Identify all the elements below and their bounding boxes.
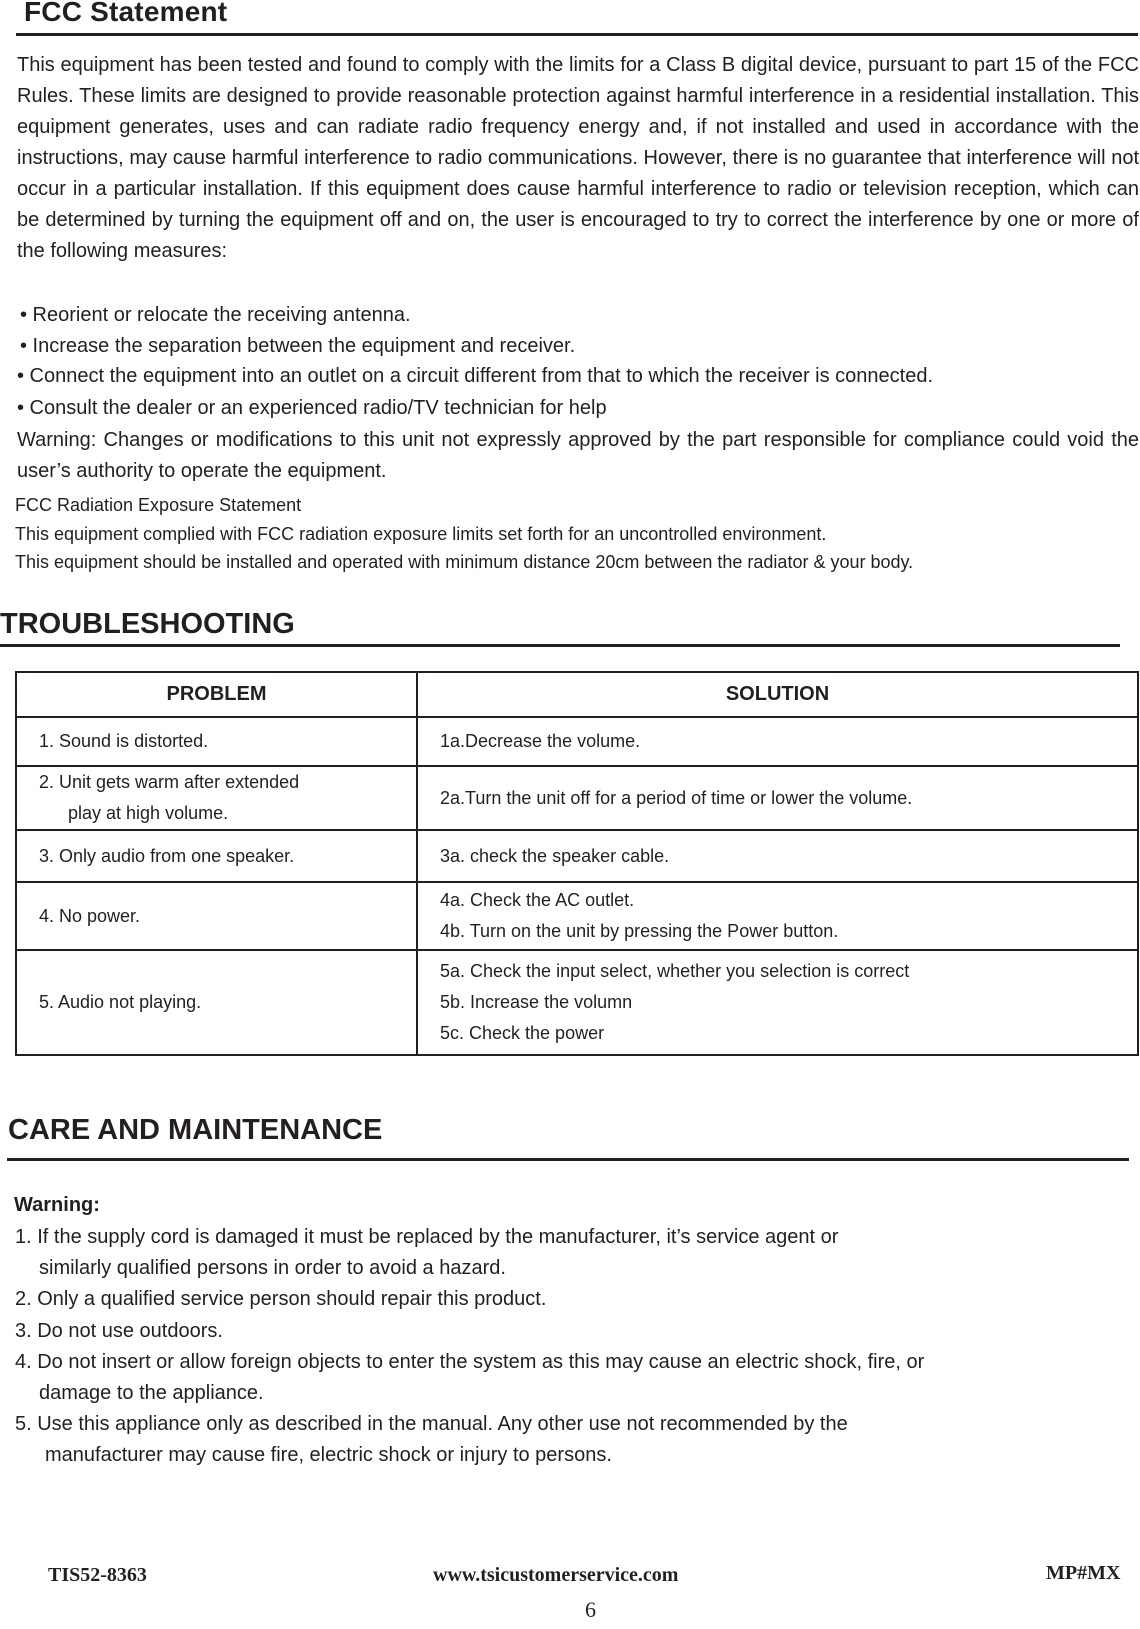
problem-text: play at high volume. xyxy=(68,803,229,823)
solution-cell xyxy=(417,882,1138,950)
problem-text: 1. Sound is distorted. xyxy=(39,731,209,751)
problem-cell xyxy=(16,717,417,766)
fcc-paragraph: This equipment has been tested and found to comply with the limits for a Class B digital device, pursuant to part 15 of the FCC Rules. These limits are designed to provide reasonable protection against harmful interference in a residential installation. This equipment generates, uses and can radiate radio frequency energy and, if not installed and used in accordance with the instructions, may cause harmful interference to radio communications. However, there is no guarantee that interference will not occur in a particular installation. If this equipment does cause harmful interference to radio or television reception, which can be determined by turning the equipment off and on, the user is encouraged to try to correct the interference by one or more of the following measures: xyxy=(17,54,1139,262)
care-warning-label: Warning: xyxy=(14,1194,100,1216)
care-item-4: 4. Do not insert or allow foreign objects to enter the system as this may cause an electric shock, fire, or xyxy=(15,1351,925,1373)
problem-text: 2. Unit gets warm after extended xyxy=(39,772,300,792)
fcc-warning: Warning: Changes or modifications to this unit not expressly approved by the part responsible for compliance could void the user’s authority to operate the equipment. xyxy=(17,429,1139,482)
troubleshooting-table xyxy=(15,671,1139,1056)
fcc-measure-2: • Increase the separation between the equipment and receiver. xyxy=(20,335,576,357)
radiation-exposure-line-1: This equipment complied with FCC radiation exposure limits set forth for an uncontrolled environment. xyxy=(15,524,827,544)
footer-code: MP#MX xyxy=(1046,1562,1121,1584)
solution-column-header: SOLUTION xyxy=(417,672,1138,717)
radiation-exposure-title: FCC Radiation Exposure Statement xyxy=(15,495,302,515)
care-heading-rule xyxy=(7,1158,1129,1161)
fcc-measure-4: • Consult the dealer or an experienced radio/TV technician for help xyxy=(17,397,607,419)
footer-website: www.tsicustomerservice.com xyxy=(433,1564,679,1586)
table-row xyxy=(16,766,1138,830)
care-maintenance-heading: CARE AND MAINTENANCE xyxy=(8,1114,383,1146)
care-item-2: 2. Only a qualified service person should repair this product. xyxy=(15,1288,547,1310)
problem-text: 5. Audio not playing. xyxy=(39,992,202,1012)
page-number: 6 xyxy=(585,1597,596,1622)
problem-cell xyxy=(16,882,417,950)
solution-cell xyxy=(417,830,1138,882)
care-item-3: 3. Do not use outdoors. xyxy=(15,1320,223,1342)
table-row xyxy=(16,950,1138,1055)
fcc-measure-3: • Connect the equipment into an outlet on a circuit different from that to which the receiver is connected. xyxy=(17,365,934,387)
table-row xyxy=(16,830,1138,882)
care-item-1: 1. If the supply cord is damaged it must be replaced by the manufacturer, it’s service agent or xyxy=(15,1226,839,1248)
problem-text: 3. Only audio from one speaker. xyxy=(39,845,295,866)
problem-text: 4. No power. xyxy=(39,905,141,926)
troubleshooting-heading-rule xyxy=(0,644,1120,647)
troubleshooting-heading: TROUBLESHOOTING xyxy=(0,608,295,640)
care-item-5: 5. Use this appliance only as described in the manual. Any other use not recommended by the xyxy=(15,1413,848,1435)
solution-cell xyxy=(417,766,1138,830)
radiation-exposure-line-2: This equipment should be installed and operated with minimum distance 20cm between the radiator & your body. xyxy=(15,552,914,572)
solution-text: 5a. Check the input select, whether you selection is correct xyxy=(440,961,910,981)
solution-text: 2a.Turn the unit off for a period of time or lower the volume. xyxy=(440,787,913,808)
fcc-heading-rule xyxy=(16,33,1138,36)
problem-cell xyxy=(16,766,417,830)
solution-text: 3a. check the speaker cable. xyxy=(440,845,670,866)
table-header-row xyxy=(16,672,1138,717)
problem-column-header: PROBLEM xyxy=(16,672,417,717)
solution-text: 4a. Check the AC outlet. xyxy=(440,890,635,910)
fcc-statement-heading: FCC Statement xyxy=(24,0,228,27)
care-item-5-cont: manufacturer may cause fire, electric shock or injury to persons. xyxy=(45,1444,612,1466)
solution-cell xyxy=(417,950,1138,1055)
solution-text: 5b. Increase the volumn xyxy=(440,992,633,1012)
solution-text: 4b. Turn on the unit by pressing the Power button. xyxy=(440,921,839,941)
footer-model-number: TIS52-8363 xyxy=(48,1564,147,1586)
problem-cell xyxy=(16,830,417,882)
care-item-4-cont: damage to the appliance. xyxy=(39,1382,264,1404)
problem-cell xyxy=(16,950,417,1055)
solution-text: 5c. Check the power xyxy=(440,1023,605,1043)
table-row xyxy=(16,717,1138,766)
solution-text: 1a.Decrease the volume. xyxy=(440,731,641,751)
table-row xyxy=(16,882,1138,950)
fcc-measure-1: • Reorient or relocate the receiving antenna. xyxy=(20,304,411,326)
solution-cell xyxy=(417,717,1138,766)
care-item-1-cont: similarly qualified persons in order to avoid a hazard. xyxy=(39,1257,506,1279)
